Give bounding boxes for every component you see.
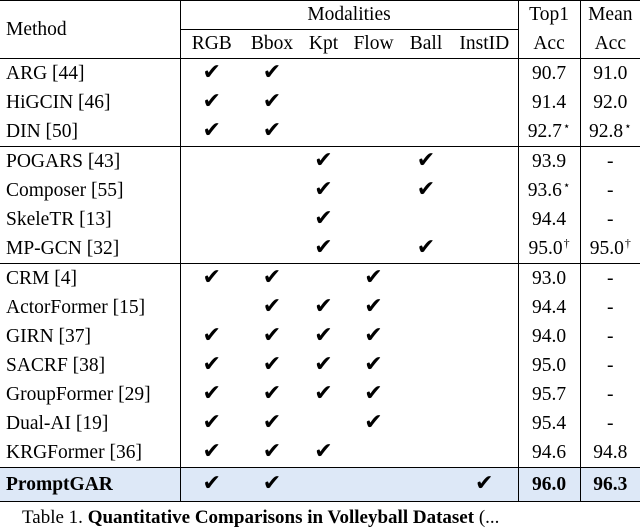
header-mean-line1: Mean	[580, 1, 640, 30]
cell-ball	[401, 117, 451, 147]
header-mean-line2: Acc	[580, 30, 640, 59]
header-flow: Flow	[346, 30, 401, 59]
cell-instid	[451, 88, 518, 117]
cell-ball	[401, 468, 451, 502]
check-icon: ✔	[262, 294, 282, 319]
mean-acc-cell	[580, 59, 640, 89]
table-row	[0, 117, 640, 147]
cell-flow	[346, 293, 401, 322]
cell-flow	[346, 264, 401, 294]
check-icon: ✔	[202, 265, 221, 290]
top1-acc-cell	[518, 264, 580, 294]
cell-rgb	[180, 205, 243, 234]
check-icon: ✔	[364, 352, 383, 377]
cell-ball	[401, 205, 451, 234]
cell-flow	[346, 234, 401, 264]
cell-bbox	[243, 468, 301, 502]
mean-acc-value: 94.8	[593, 441, 628, 463]
top1-acc-cell	[518, 438, 580, 468]
caption-suffix: (...	[474, 507, 500, 528]
cell-ball	[401, 176, 451, 205]
table-row	[0, 234, 640, 264]
top1-acc-value: 95.0	[531, 354, 567, 376]
cell-ball	[401, 322, 451, 351]
method-name: GIRN [37]	[0, 322, 180, 351]
cell-flow	[346, 147, 401, 177]
mean-acc-value: 95.0	[589, 237, 624, 259]
cell-rgb	[180, 351, 243, 380]
mean-acc-cell	[580, 380, 640, 409]
mean-acc-value: -	[607, 150, 614, 172]
check-icon: ✔	[314, 352, 333, 377]
table-row	[0, 88, 640, 117]
method-name: ActorFormer [15]	[0, 293, 180, 322]
mean-acc-cell	[580, 88, 640, 117]
top1-acc-value: 91.4	[531, 91, 567, 113]
top1-acc-value: 95.4	[531, 412, 567, 434]
cell-rgb	[180, 380, 243, 409]
cell-kpt	[301, 88, 346, 117]
cell-instid	[451, 59, 518, 89]
method-name: POGARS [43]	[0, 147, 180, 177]
mean-acc-cell	[580, 351, 640, 380]
top1-acc-note-mark: ⋆	[562, 177, 571, 192]
table-row	[0, 264, 640, 294]
check-icon: ✔	[262, 439, 282, 464]
top1-acc-value: 93.6	[527, 179, 562, 201]
cell-rgb	[180, 147, 243, 177]
cell-flow	[346, 322, 401, 351]
cell-kpt	[301, 322, 346, 351]
cell-instid	[451, 176, 518, 205]
cell-rgb	[180, 468, 243, 502]
mean-acc-cell	[580, 322, 640, 351]
cell-ball	[401, 293, 451, 322]
cell-instid	[451, 409, 518, 438]
method-name: GroupFormer [29]	[0, 380, 180, 409]
mean-acc-value: -	[607, 267, 614, 289]
cell-flow	[346, 88, 401, 117]
top1-acc-value: 93.0	[531, 267, 567, 289]
header-modalities: Modalities	[180, 1, 518, 30]
check-icon: ✔	[262, 410, 282, 435]
header-kpt: Kpt	[301, 30, 346, 59]
method-name: SACRF [38]	[0, 351, 180, 380]
cell-bbox	[243, 380, 301, 409]
cell-rgb	[180, 88, 243, 117]
cell-bbox	[243, 409, 301, 438]
check-icon: ✔	[416, 235, 436, 260]
header-ball: Ball	[401, 30, 451, 59]
check-icon: ✔	[364, 381, 383, 406]
cell-kpt	[301, 59, 346, 89]
mean-acc-cell	[580, 264, 640, 294]
method-name: KRGFormer [36]	[0, 438, 180, 468]
top1-acc-value: 93.9	[531, 150, 567, 172]
check-icon: ✔	[262, 381, 282, 406]
cell-bbox	[243, 88, 301, 117]
cell-rgb	[180, 264, 243, 294]
cell-kpt	[301, 438, 346, 468]
mean-acc-cell	[580, 117, 640, 147]
check-icon: ✔	[202, 60, 221, 85]
mean-acc-value: 92.8	[588, 120, 624, 142]
top1-acc-value: 94.4	[531, 208, 567, 230]
top1-acc-value: 95.7	[531, 383, 567, 405]
cell-ball	[401, 264, 451, 294]
check-icon: ✔	[364, 323, 383, 348]
check-icon: ✔	[314, 294, 333, 319]
top1-acc-value: 94.6	[531, 441, 567, 463]
cell-kpt	[301, 380, 346, 409]
cell-kpt	[301, 205, 346, 234]
mean-acc-cell	[580, 438, 640, 468]
top1-acc-cell	[518, 88, 580, 117]
mean-acc-value: -	[607, 325, 614, 347]
table-row	[0, 438, 640, 468]
method-name: ARG [44]	[0, 59, 180, 89]
cell-ball	[401, 409, 451, 438]
check-icon: ✔	[364, 265, 383, 290]
check-icon: ✔	[364, 410, 383, 435]
cell-ball	[401, 438, 451, 468]
cell-flow	[346, 176, 401, 205]
table-row	[0, 147, 640, 177]
mean-acc-value: 96.3	[593, 473, 628, 495]
method-name: SkeleTR [13]	[0, 205, 180, 234]
cell-kpt	[301, 176, 346, 205]
check-icon: ✔	[202, 89, 221, 114]
cell-flow	[346, 468, 401, 502]
top1-acc-cell	[518, 147, 580, 177]
mean-acc-value: -	[607, 412, 614, 434]
cell-kpt	[301, 147, 346, 177]
check-icon: ✔	[314, 439, 333, 464]
table-row	[0, 380, 640, 409]
top1-acc-cell	[518, 468, 580, 502]
cell-ball	[401, 351, 451, 380]
check-icon: ✔	[314, 148, 333, 173]
caption-prefix: Table 1.	[22, 507, 88, 528]
check-icon: ✔	[416, 148, 436, 173]
table-row	[0, 59, 640, 89]
method-name: CRM [4]	[0, 264, 180, 294]
check-icon: ✔	[262, 352, 282, 377]
check-icon: ✔	[262, 89, 282, 114]
cell-ball	[401, 234, 451, 264]
method-name: Composer [55]	[0, 176, 180, 205]
cell-kpt	[301, 468, 346, 502]
header-rgb: RGB	[180, 30, 243, 59]
cell-bbox	[243, 205, 301, 234]
cell-bbox	[243, 59, 301, 89]
top1-acc-value: 92.7	[527, 120, 562, 142]
check-icon: ✔	[475, 471, 494, 496]
mean-acc-cell	[580, 468, 640, 502]
table-row	[0, 409, 640, 438]
check-icon: ✔	[314, 323, 333, 348]
cell-ball	[401, 59, 451, 89]
cell-bbox	[243, 264, 301, 294]
cell-kpt	[301, 293, 346, 322]
top1-acc-value: 94.4	[531, 296, 567, 318]
top1-acc-value: 94.0	[531, 325, 567, 347]
check-icon: ✔	[262, 323, 282, 348]
cell-kpt	[301, 234, 346, 264]
top1-acc-note-mark: †	[563, 235, 570, 250]
cell-instid	[451, 147, 518, 177]
mean-acc-note-mark: †	[624, 235, 631, 250]
check-icon: ✔	[416, 177, 436, 202]
top1-acc-cell	[518, 176, 580, 205]
check-icon: ✔	[262, 471, 282, 496]
check-icon: ✔	[202, 323, 221, 348]
cell-bbox	[243, 293, 301, 322]
header-bbox: Bbox	[243, 30, 301, 59]
top1-acc-cell	[518, 380, 580, 409]
top1-acc-cell	[518, 234, 580, 264]
cell-rgb	[180, 438, 243, 468]
cell-instid	[451, 293, 518, 322]
mean-acc-value: 91.0	[593, 62, 628, 84]
top1-acc-value: 96.0	[531, 473, 567, 495]
method-name: MP-GCN [32]	[0, 234, 180, 264]
cell-rgb	[180, 234, 243, 264]
check-icon: ✔	[202, 381, 221, 406]
check-icon: ✔	[314, 206, 333, 231]
top1-acc-cell	[518, 322, 580, 351]
check-icon: ✔	[202, 352, 221, 377]
table-caption	[22, 507, 499, 529]
cell-rgb	[180, 409, 243, 438]
cell-flow	[346, 59, 401, 89]
cell-ball	[401, 147, 451, 177]
cell-kpt	[301, 117, 346, 147]
mean-acc-cell	[580, 176, 640, 205]
check-icon: ✔	[262, 265, 282, 290]
top1-acc-cell	[518, 59, 580, 89]
check-icon: ✔	[262, 60, 282, 85]
table-row	[0, 205, 640, 234]
top1-acc-cell	[518, 409, 580, 438]
top1-acc-note-mark: ⋆	[562, 118, 571, 133]
method-name: PromptGAR	[0, 468, 180, 502]
cell-bbox	[243, 176, 301, 205]
cell-bbox	[243, 322, 301, 351]
method-name: DIN [50]	[0, 117, 180, 147]
table-row	[0, 322, 640, 351]
mean-acc-value: -	[607, 383, 614, 405]
check-icon: ✔	[202, 410, 221, 435]
check-icon: ✔	[314, 381, 333, 406]
cell-flow	[346, 351, 401, 380]
header-top1-line1: Top1	[518, 1, 580, 30]
mean-acc-value: -	[607, 354, 614, 376]
caption-title: Quantitative Comparisons in Volleyball Dataset	[87, 507, 475, 528]
top1-acc-cell	[518, 117, 580, 147]
cell-flow	[346, 438, 401, 468]
cell-bbox	[243, 234, 301, 264]
cell-bbox	[243, 147, 301, 177]
cell-bbox	[243, 351, 301, 380]
mean-acc-cell	[580, 293, 640, 322]
cell-kpt	[301, 409, 346, 438]
cell-flow	[346, 205, 401, 234]
cell-instid	[451, 205, 518, 234]
check-icon: ✔	[202, 439, 221, 464]
cell-instid	[451, 117, 518, 147]
cell-kpt	[301, 351, 346, 380]
cell-instid	[451, 351, 518, 380]
cell-rgb	[180, 176, 243, 205]
check-icon: ✔	[314, 177, 333, 202]
top1-acc-cell	[518, 293, 580, 322]
cell-flow	[346, 117, 401, 147]
mean-acc-value: -	[607, 208, 614, 230]
method-name: Dual-AI [19]	[0, 409, 180, 438]
check-icon: ✔	[364, 294, 383, 319]
mean-acc-cell	[580, 205, 640, 234]
mean-acc-note-mark: ⋆	[624, 118, 632, 133]
mean-acc-cell	[580, 409, 640, 438]
top1-acc-cell	[518, 205, 580, 234]
cell-ball	[401, 88, 451, 117]
cell-rgb	[180, 59, 243, 89]
cell-instid	[451, 438, 518, 468]
method-name: HiGCIN [46]	[0, 88, 180, 117]
top1-acc-value: 95.0	[528, 237, 563, 259]
cell-ball	[401, 380, 451, 409]
cell-rgb	[180, 117, 243, 147]
header-instid: InstID	[451, 30, 518, 59]
cell-bbox	[243, 438, 301, 468]
header-method: Method	[0, 1, 180, 59]
check-icon: ✔	[262, 118, 282, 143]
cell-instid	[451, 264, 518, 294]
table-row	[0, 293, 640, 322]
check-icon: ✔	[202, 471, 221, 496]
cell-flow	[346, 409, 401, 438]
top1-acc-value: 90.7	[531, 62, 567, 84]
top1-acc-cell	[518, 351, 580, 380]
mean-acc-value: -	[607, 296, 614, 318]
mean-acc-value: -	[607, 179, 614, 201]
mean-acc-cell	[580, 234, 640, 264]
mean-acc-value: 92.0	[593, 91, 628, 113]
cell-flow	[346, 380, 401, 409]
header-top1-line2: Acc	[518, 30, 580, 59]
cell-instid	[451, 234, 518, 264]
table-row-ours	[0, 468, 640, 502]
table-row	[0, 176, 640, 205]
cell-bbox	[243, 117, 301, 147]
cell-instid	[451, 380, 518, 409]
mean-acc-cell	[580, 147, 640, 177]
table-body	[0, 59, 640, 502]
cell-instid	[451, 322, 518, 351]
cell-rgb	[180, 293, 243, 322]
check-icon: ✔	[314, 235, 333, 260]
header-row-1	[0, 1, 640, 30]
table-row	[0, 351, 640, 380]
cell-kpt	[301, 264, 346, 294]
check-icon: ✔	[202, 118, 221, 143]
cell-rgb	[180, 322, 243, 351]
cell-instid	[451, 468, 518, 502]
